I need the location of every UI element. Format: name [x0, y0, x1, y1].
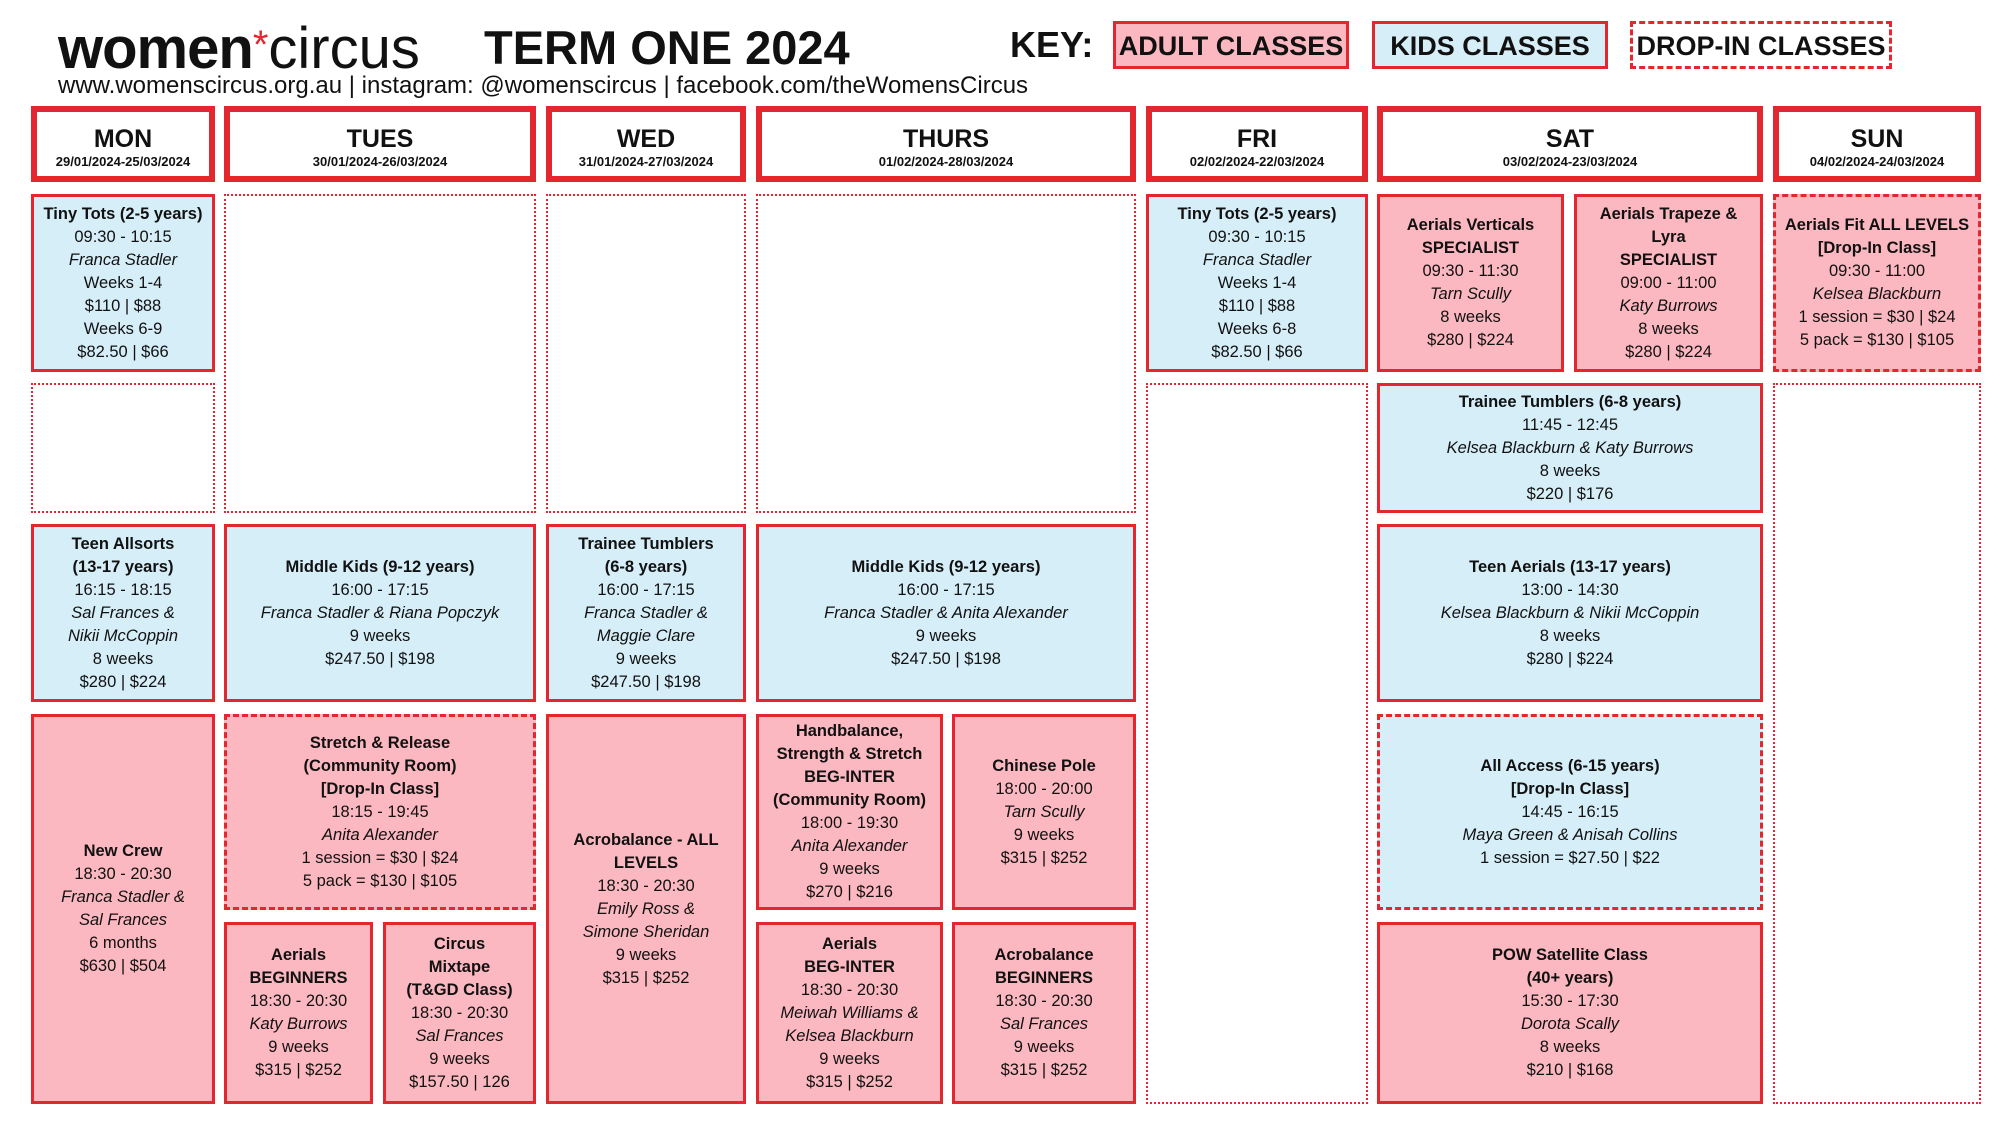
class-price: $280 | $224 — [1427, 331, 1514, 349]
class-price: 1 session = $30 | $24 — [1798, 308, 1956, 326]
class-title: SPECIALIST — [1619, 250, 1718, 269]
class-title: New Crew — [83, 842, 163, 860]
class-time: 18:15 - 19:45 — [331, 802, 429, 821]
day-header-fri — [1146, 106, 1368, 182]
class-teacher: Kelsea Blackburn — [785, 1026, 914, 1045]
class-title: Acrobalance - ALL — [573, 830, 719, 849]
class-weeks: 9 weeks — [615, 945, 677, 964]
day-dates: 03/02/2024-23/03/2024 — [1502, 154, 1638, 169]
class-time: 09:30 - 10:15 — [1208, 227, 1306, 246]
class-price: $210 | $168 — [1526, 1061, 1614, 1079]
class-weeks: 8 weeks — [92, 649, 154, 668]
class-price: 5 pack = $130 | $105 — [1799, 331, 1955, 349]
class-title: Handbalance, — [795, 722, 904, 740]
class-wed-acrobalance — [546, 714, 746, 1104]
class-teacher: Tarn Scully — [1429, 285, 1511, 303]
class-price: 1 session = $27.50 | $22 — [1480, 848, 1660, 867]
class-title: (13-17 years) — [72, 557, 174, 576]
class-teacher: Franca Stadler & — [61, 888, 185, 906]
class-title: (T&GD Class) — [406, 980, 513, 999]
class-title: (6-8 years) — [604, 557, 688, 576]
class-thu-middle-kids — [756, 524, 1136, 702]
class-price: 1 session = $30 | $24 — [301, 848, 459, 867]
day-name: WED — [616, 125, 676, 153]
class-title: BEG-INTER — [804, 957, 895, 976]
class-title: SPECIALIST — [1421, 239, 1520, 257]
class-price: $315 | $252 — [806, 1072, 893, 1091]
day-dates: 30/01/2024-26/03/2024 — [312, 154, 448, 169]
class-mon-new-crew — [31, 714, 215, 1104]
class-wed-trainee-tumblers — [546, 524, 746, 702]
class-teacher: Anita Alexander — [322, 825, 438, 844]
class-weeks: Weeks 6-9 — [83, 319, 163, 338]
class-teacher: Sal Frances & — [71, 603, 175, 622]
day-header-sun — [1773, 106, 1981, 182]
class-teacher: Kelsea Blackburn — [1812, 285, 1942, 303]
class-time: 16:00 - 17:15 — [597, 580, 695, 599]
class-price: $315 | $252 — [602, 968, 690, 987]
class-teacher: Emily Ross & — [596, 899, 696, 918]
class-mon-tiny-tots — [31, 194, 215, 372]
class-weeks: 8 weeks — [1440, 308, 1501, 326]
class-time: 09:30 - 11:30 — [1422, 262, 1519, 280]
class-weeks: 8 weeks — [1539, 1038, 1601, 1056]
class-title: Strength & Stretch — [776, 745, 923, 763]
class-teacher: Sal Frances — [78, 911, 168, 929]
day-dates: 04/02/2024-24/03/2024 — [1809, 154, 1945, 169]
key-label: KEY: — [1010, 24, 1094, 65]
day-header-wed — [546, 106, 746, 182]
class-time: 11:45 - 12:45 — [1521, 415, 1619, 434]
empty-slot — [1773, 383, 1981, 1104]
class-teacher: Anita Alexander — [791, 837, 908, 855]
class-title: Circus — [433, 934, 486, 953]
class-sat-teen-aerials — [1377, 524, 1763, 702]
class-price: $82.50 | $66 — [77, 342, 169, 361]
class-price: $247.50 | $198 — [891, 649, 1001, 668]
class-price: $110 | $88 — [84, 296, 162, 315]
class-thu-acrobalance-beginners — [952, 922, 1136, 1104]
key-kids-classes: KIDS CLASSES — [1372, 21, 1608, 69]
empty-slot — [31, 383, 215, 513]
class-title: Trainee Tumblers — [578, 534, 714, 553]
day-dates: 02/02/2024-22/03/2024 — [1189, 154, 1325, 169]
class-time: 18:30 - 20:30 — [800, 980, 899, 999]
class-weeks: 8 weeks — [1638, 319, 1699, 338]
class-title: LEVELS — [613, 853, 679, 872]
class-teacher: Franca Stadler & — [584, 603, 708, 622]
class-time: 18:30 - 20:30 — [249, 992, 348, 1010]
class-price: $82.50 | $66 — [1211, 342, 1303, 361]
class-price: $280 | $224 — [1526, 649, 1614, 668]
class-price: 5 pack = $130 | $105 — [302, 871, 458, 890]
social-links: www.womenscircus.org.au | instagram: @womenscircus | facebook.com/theWomensCircus — [58, 72, 1029, 99]
class-teacher: Franca Stadler — [68, 250, 178, 269]
class-fri-tiny-tots — [1146, 194, 1368, 372]
day-name: SAT — [1545, 125, 1595, 153]
class-price: $270 | $216 — [806, 883, 893, 901]
class-time: 18:30 - 20:30 — [74, 865, 172, 883]
class-title: Teen Aerials (13-17 years) — [1469, 557, 1671, 576]
class-sun-aerials-fit — [1773, 194, 1981, 372]
class-price: $110 | $88 — [1218, 296, 1296, 315]
class-weeks: Weeks 1-4 — [83, 273, 163, 292]
class-title: POW Satellite Class — [1492, 946, 1648, 964]
class-title: Aerials Trapeze & Lyra — [1599, 204, 1738, 246]
class-time: 15:30 - 17:30 — [1521, 992, 1619, 1010]
logo-star: * — [252, 23, 269, 67]
class-weeks: 9 weeks — [819, 1049, 880, 1068]
day-dates: 29/01/2024-25/03/2024 — [55, 154, 191, 169]
class-thu-aerials-beg-inter — [756, 922, 943, 1104]
class-weeks: 8 weeks — [1539, 626, 1601, 645]
class-time: 18:30 - 20:30 — [995, 992, 1093, 1010]
class-teacher: Nikii McCoppin — [67, 626, 179, 645]
class-thu-chinese-pole — [952, 714, 1136, 910]
class-weeks: 9 weeks — [915, 626, 977, 645]
class-weeks: 9 weeks — [615, 649, 677, 668]
class-title: [Drop-In Class] — [320, 779, 440, 798]
class-teacher: Meiwah Williams & — [780, 1003, 919, 1022]
class-title: Mixtape — [428, 957, 491, 976]
class-time: 13:00 - 14:30 — [1521, 580, 1619, 599]
class-teacher: Maggie Clare — [596, 626, 696, 645]
day-header-thurs — [756, 106, 1136, 182]
class-title: Chinese Pole — [992, 756, 1096, 775]
class-weeks: Weeks 1-4 — [1217, 273, 1297, 292]
class-teacher: Katy Burrows — [1619, 296, 1718, 315]
day-name: THURS — [902, 125, 990, 153]
class-title: Aerials Fit ALL LEVELS — [1784, 216, 1970, 234]
class-mon-teen-allsorts — [31, 524, 215, 702]
class-teacher: Franca Stadler — [1202, 250, 1312, 269]
class-time: 16:00 - 17:15 — [897, 580, 995, 599]
class-title: Acrobalance — [994, 946, 1094, 964]
class-price: $220 | $176 — [1526, 484, 1614, 503]
class-tue-middle-kids — [224, 524, 536, 702]
empty-slot — [756, 194, 1136, 513]
class-time: 18:00 - 19:30 — [800, 814, 899, 832]
class-price: $247.50 | $198 — [591, 672, 701, 691]
class-sat-all-access — [1377, 714, 1763, 910]
day-name: SUN — [1850, 125, 1904, 153]
logo-text-circus: circus — [268, 16, 420, 81]
class-title: BEG-INTER — [804, 768, 895, 786]
class-weeks: 9 weeks — [819, 860, 880, 878]
class-time: 09:30 - 11:00 — [1828, 262, 1926, 280]
logo-text-women: women — [58, 16, 253, 81]
class-title: Aerials — [821, 934, 878, 953]
class-title: Teen Allsorts — [71, 534, 175, 553]
class-sat-aerials-verticals — [1377, 194, 1564, 372]
empty-slot — [224, 194, 536, 513]
class-sat-trainee-tumblers — [1377, 383, 1763, 513]
class-title: (Community Room) — [772, 791, 927, 809]
class-teacher: Kelsea Blackburn & Katy Burrows — [1446, 438, 1694, 457]
day-name: FRI — [1236, 125, 1278, 153]
class-title: BEGINNERS — [249, 969, 348, 987]
empty-slot — [546, 194, 746, 513]
day-header-mon — [31, 106, 215, 182]
class-title: Aerials Verticals — [1406, 216, 1535, 234]
class-weeks: 9 weeks — [1013, 825, 1075, 844]
class-weeks: 9 weeks — [429, 1049, 490, 1068]
class-teacher: Sal Frances — [999, 1015, 1089, 1033]
class-title: BEGINNERS — [994, 969, 1094, 987]
class-title: Tiny Tots (2-5 years) — [1177, 204, 1337, 223]
class-time: 16:15 - 18:15 — [74, 580, 172, 599]
class-thu-handbalance — [756, 714, 943, 910]
class-time: 09:30 - 10:15 — [74, 227, 172, 246]
page-title: TERM ONE 2024 — [484, 21, 850, 74]
class-price: $315 | $252 — [255, 1061, 342, 1079]
class-teacher: Dorota Scally — [1520, 1015, 1620, 1033]
class-weeks: 9 weeks — [1013, 1038, 1075, 1056]
class-teacher: Franca Stadler & Riana Popczyk — [260, 603, 500, 622]
day-header-tues — [224, 106, 536, 182]
class-price: $630 | $504 — [79, 957, 167, 975]
class-title: All Access (6-15 years) — [1480, 756, 1660, 775]
class-teacher: Maya Green & Anisah Collins — [1462, 825, 1678, 844]
class-duration: 6 months — [89, 934, 157, 952]
class-tue-stretch-release — [224, 714, 536, 910]
class-weeks: 9 weeks — [349, 626, 411, 645]
class-time: 16:00 - 17:15 — [331, 580, 429, 599]
day-dates: 01/02/2024-28/03/2024 — [878, 154, 1014, 169]
class-teacher: Simone Sheridan — [582, 922, 710, 941]
class-price: $315 | $252 — [1000, 848, 1088, 867]
class-title: (Community Room) — [303, 756, 457, 775]
class-title: Middle Kids (9-12 years) — [851, 557, 1041, 576]
class-price: $157.50 | 126 — [409, 1072, 510, 1091]
class-price: $247.50 | $198 — [325, 649, 435, 668]
class-teacher: Kelsea Blackburn & Nikii McCoppin — [1440, 603, 1700, 622]
class-title: (40+ years) — [1526, 969, 1614, 987]
class-price: $280 | $224 — [1625, 342, 1712, 361]
day-name: MON — [93, 125, 153, 153]
class-title: Trainee Tumblers (6-8 years) — [1458, 392, 1682, 411]
class-teacher: Katy Burrows — [249, 1015, 348, 1033]
class-title: Aerials — [270, 946, 327, 964]
class-time: 14:45 - 16:15 — [1521, 802, 1619, 821]
class-price: $315 | $252 — [1000, 1061, 1088, 1079]
class-teacher: Sal Frances — [415, 1026, 504, 1045]
class-tue-aerials-beginners — [224, 922, 373, 1104]
class-sat-aerials-trapeze-lyra — [1574, 194, 1763, 372]
class-time: 18:00 - 20:00 — [995, 779, 1093, 798]
class-teacher: Tarn Scully — [1003, 802, 1085, 821]
day-name: TUES — [346, 125, 414, 153]
class-weeks: 8 weeks — [1539, 461, 1601, 480]
class-sat-pow-satellite — [1377, 922, 1763, 1104]
class-weeks: Weeks 6-8 — [1217, 319, 1297, 338]
class-title: [Drop-In Class] — [1510, 779, 1630, 798]
class-title: Tiny Tots (2-5 years) — [43, 204, 203, 223]
class-time: 18:30 - 20:30 — [410, 1003, 509, 1022]
class-weeks: 9 weeks — [268, 1038, 329, 1056]
class-title: Stretch & Release — [309, 733, 451, 752]
class-teacher: Franca Stadler & Anita Alexander — [824, 603, 1068, 622]
key-dropin-classes: DROP-IN CLASSES — [1630, 21, 1892, 69]
day-header-sat — [1377, 106, 1763, 182]
class-title: [Drop-In Class] — [1817, 239, 1937, 257]
day-dates: 31/01/2024-27/03/2024 — [578, 154, 714, 169]
class-time: 18:30 - 20:30 — [597, 876, 695, 895]
key-adult-classes: ADULT CLASSES — [1113, 21, 1349, 69]
empty-slot — [1146, 383, 1368, 1104]
class-price: $280 | $224 — [79, 672, 167, 691]
class-tue-circus-mixtape — [383, 922, 536, 1104]
class-title: Middle Kids (9-12 years) — [285, 557, 475, 576]
class-time: 09:00 - 11:00 — [1620, 273, 1717, 292]
